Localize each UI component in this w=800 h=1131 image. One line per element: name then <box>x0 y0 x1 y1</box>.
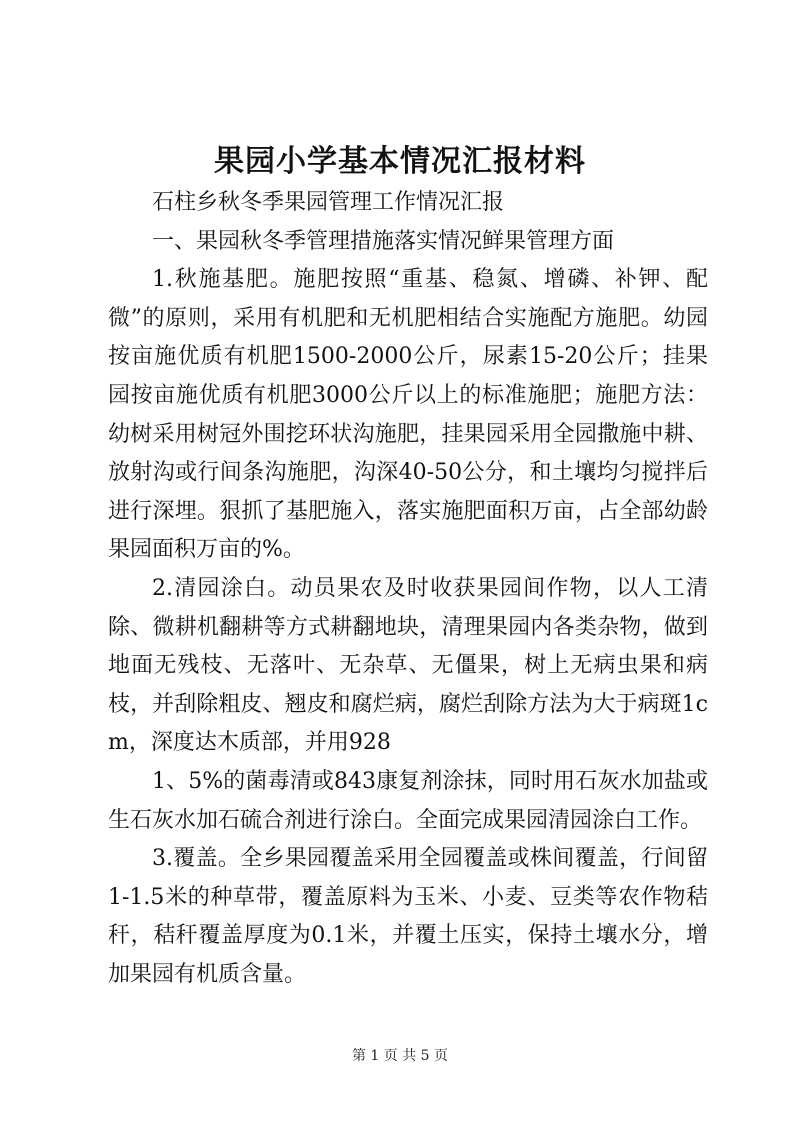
paragraph-section-heading: 一、果园秋冬季管理措施落实情况鲜果管理方面 <box>152 228 615 254</box>
document-title: 果园小学基本情况汇报材料 <box>214 144 586 179</box>
paragraph-report-heading: 石柱乡秋冬季果园管理工作情况汇报 <box>152 190 505 215</box>
paragraph-fertilization: 1.秋施基肥。施肥按照“重基、稳氮、增磷、补钾、配微”的原则，采用有机肥和无机肥相结合实施配方施肥。幼园按亩施优质有机肥1500-2000公斤，尿素15-20公斤；挂果园按亩施优质有机肥3000公斤以上的标准施肥；施肥方法：幼树采用树冠外围挖环状沟施肥，挂果园采用全园撒施中耕、放射沟或行间条沟施肥，沟深40-50公分，和土壤均匀搅拌后进行深埋。狠抓了基肥施入，落实施肥面积万亩，占全部幼龄果园面积万亩的%。 <box>108 267 708 563</box>
document-body <box>108 184 708 994</box>
page-footer: 第 1 页 共 5 页 <box>351 1048 449 1064</box>
paragraph-mulching: 3.覆盖。全乡果园覆盖采用全园覆盖或株间覆盖，行间留1-1.5米的种草带，覆盖原料为玉米、小麦、豆类等农作物秸秆，秸秆覆盖厚度为0.1米，并覆土压实，保持土壤水分，增加果园有机质含量。 <box>108 846 708 987</box>
paragraph-orchard-cleaning: 2.清园涂白。动员果农及时收获果园间作物，以人工清除、微耕机翻耕等方式耕翻地块，清理果园内各类杂物，做到地面无残枝、无落叶、无杂草、无僵果，树上无病虫果和病枝，并刮除粗皮、翘皮和腐烂病，腐烂刮除方法为大于病斑1cm，深度达木质部，并用928 <box>108 575 708 756</box>
paragraph-disinfection: 1、5%的菌毒清或843康复剂涂抹，同时用石灰水加盐或生石灰水加石硫合剂进行涂白。全面完成果园清园涂白工作。 <box>108 768 708 833</box>
